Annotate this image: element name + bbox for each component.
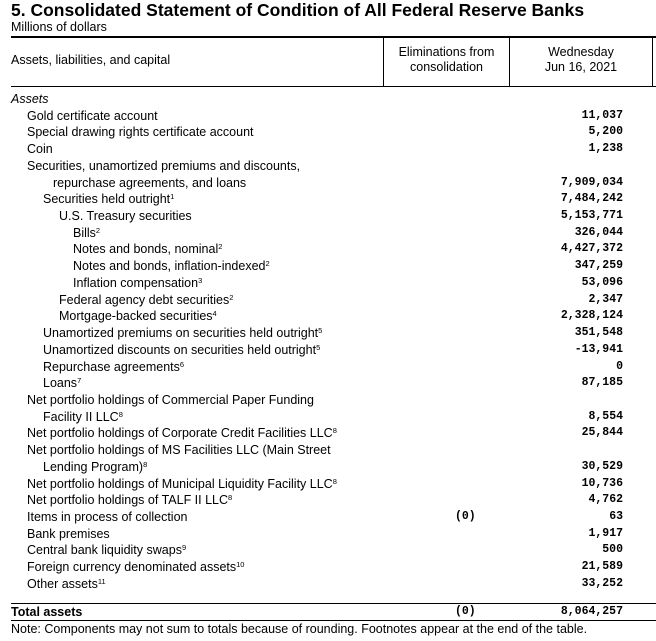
row-label [27,425,337,442]
row-label-text: Net portfolio holdings of Commercial Paper Funding [27,392,314,407]
row-label-text: Net portfolio holdings of MS Facilities LLC (Main Street [27,443,331,458]
footnote-marker: 2 [265,259,270,269]
header-label-column: Assets, liabilities, and capital [11,53,171,67]
row-label [43,409,123,426]
row-label-text: Gold certificate account [27,108,158,123]
row-label-text: Net portfolio holdings of TALF II LLC [27,493,229,508]
row-value: 1,917 [588,526,623,540]
row-label [43,375,81,392]
row-label-text: Special drawing rights certificate account [27,125,254,140]
total-assets-label: Total assets [11,605,83,619]
row-label [43,325,322,342]
row-label [27,108,158,125]
footnote-marker: 6 [179,359,185,369]
row-label-text: Net portfolio holdings of Corporate Credit Facilities LLC [27,426,333,441]
footnote-marker: 8 [332,426,337,436]
row-label [43,191,174,208]
row-label [43,459,147,476]
row-label-text: Bills [73,225,96,240]
footnote-marker: 8 [143,459,148,469]
header-eliminations-column [384,45,509,75]
bottom-rule [11,620,656,621]
row-label-text: Lending Program) [43,459,144,474]
footnote-marker: 2 [218,242,223,252]
page-title: 5. Consolidated Statement of Condition of All Federal Reserve Banks [11,0,585,20]
row-value: 5,200 [588,125,623,139]
row-label-text: Notes and bonds, nominal [73,242,219,257]
footnote-marker: 1 [170,192,175,202]
row-label-text: Securities, unamortized premiums and discounts, [27,158,301,173]
row-label [73,225,100,242]
row-value: 11,037 [581,108,623,122]
footnote-marker: 2 [95,225,101,235]
row-label [27,509,188,526]
row-label [73,241,222,258]
row-label-text: Inflation compensation [73,275,199,290]
row-label-text: Coin [27,142,53,157]
row-label [73,258,270,275]
row-value: 4,762 [588,493,623,507]
row-value: 25,844 [581,426,623,440]
row-value: 87,185 [581,376,623,390]
footnote-marker: 9 [181,543,187,553]
row-label-text: Bank premises [27,526,110,541]
footnote-marker: 5 [318,326,323,336]
header-bottom-rule [11,86,656,87]
row-value: 5,153,771 [560,209,623,223]
row-label-text: Federal agency debt securities [59,292,230,307]
header-date-line2: Jun 16, 2021 [544,60,618,74]
header-eliminations-line2: consolidation [410,60,483,74]
row-value: 4,427,372 [560,242,623,256]
page-subtitle: Millions of dollars [11,20,107,34]
row-label [43,359,184,376]
row-value: 30,529 [581,459,623,473]
row-label [53,175,246,192]
row-label [27,476,337,493]
row-value: 10,736 [581,476,623,490]
footnote-marker: 3 [198,275,203,285]
row-label-text: Other assets [27,576,98,591]
row-value: 7,484,242 [560,192,623,206]
row-label-text: repurchase agreements, and loans [53,175,247,190]
row-label-text: U.S. Treasury securities [59,209,192,224]
row-value: 326,044 [574,225,623,239]
row-label-text: Repurchase agreements [43,359,180,374]
row-value: 21,589 [581,560,623,574]
row-label-text: Notes and bonds, inflation-indexed [73,259,266,274]
row-value: 2,347 [588,292,623,306]
footnote-marker: 5 [316,342,321,352]
header-top-rule [11,36,656,38]
row-value: 0 [616,359,623,373]
footnote-marker: 10 [236,560,245,570]
row-label-text: Net portfolio holdings of Municipal Liquidity Facility LLC [27,476,333,491]
footnote-marker: 7 [77,376,82,386]
row-label [27,158,300,175]
row-label-text: Foreign currency denominated assets [27,560,237,575]
row-label [27,124,254,141]
footnote-marker: 4 [212,309,217,319]
column-divider-3 [652,36,653,87]
row-label-text: Unamortized discounts on securities held outright [43,342,317,357]
footnote-marker: 8 [118,409,123,419]
total-assets-eliminations: (0) [455,605,476,618]
row-label-text: Items in process of collection [27,510,188,524]
row-label [27,492,232,509]
row-label [59,292,233,309]
row-label [27,392,314,409]
total-rule [11,603,656,604]
row-label [73,275,202,292]
row-value: 7,909,034 [560,175,623,189]
footnote-marker: 8 [228,493,233,503]
header-date-column [510,45,652,75]
row-label [27,542,186,559]
row-label-text: Central bank liquidity swaps [27,543,182,558]
row-label [27,559,244,576]
row-label-text: Assets [11,92,49,106]
footnote-note: Note: Components may not sum to totals because of rounding. Footnotes appear at the end of the table. [11,622,588,636]
row-value: 8,554 [588,409,623,423]
total-assets-value: 8,064,257 [560,605,623,618]
row-label [59,208,192,225]
row-value: 2,328,124 [560,309,623,323]
row-label-text: Unamortized premiums on securities held outright [43,326,319,341]
footnote-marker: 2 [229,292,234,302]
row-label-text: Mortgage-backed securities [59,309,213,324]
row-value: 1,238 [588,142,623,156]
row-eliminations: (0) [455,510,476,523]
row-value: -13,941 [574,342,623,356]
row-value: 347,259 [574,259,623,273]
row-label [27,442,331,459]
footnote-marker: 11 [97,576,106,586]
row-value: 33,252 [581,576,623,590]
row-value: 53,096 [581,275,623,289]
row-value: 63 [609,510,623,523]
row-label [59,308,217,325]
row-label [27,526,110,543]
row-value: 500 [602,543,623,557]
row-label [27,576,106,593]
row-label [11,91,49,108]
header-eliminations-line1: Eliminations from [398,45,495,59]
header-date-line1: Wednesday [548,45,614,59]
row-label [27,141,53,158]
row-label-text: Facility II LLC [43,409,119,424]
row-label [43,342,320,359]
row-label-text: Loans [43,376,78,391]
row-value: 351,548 [574,326,623,340]
footnote-marker: 8 [332,476,337,486]
row-label-text: Securities held outright [43,192,171,207]
